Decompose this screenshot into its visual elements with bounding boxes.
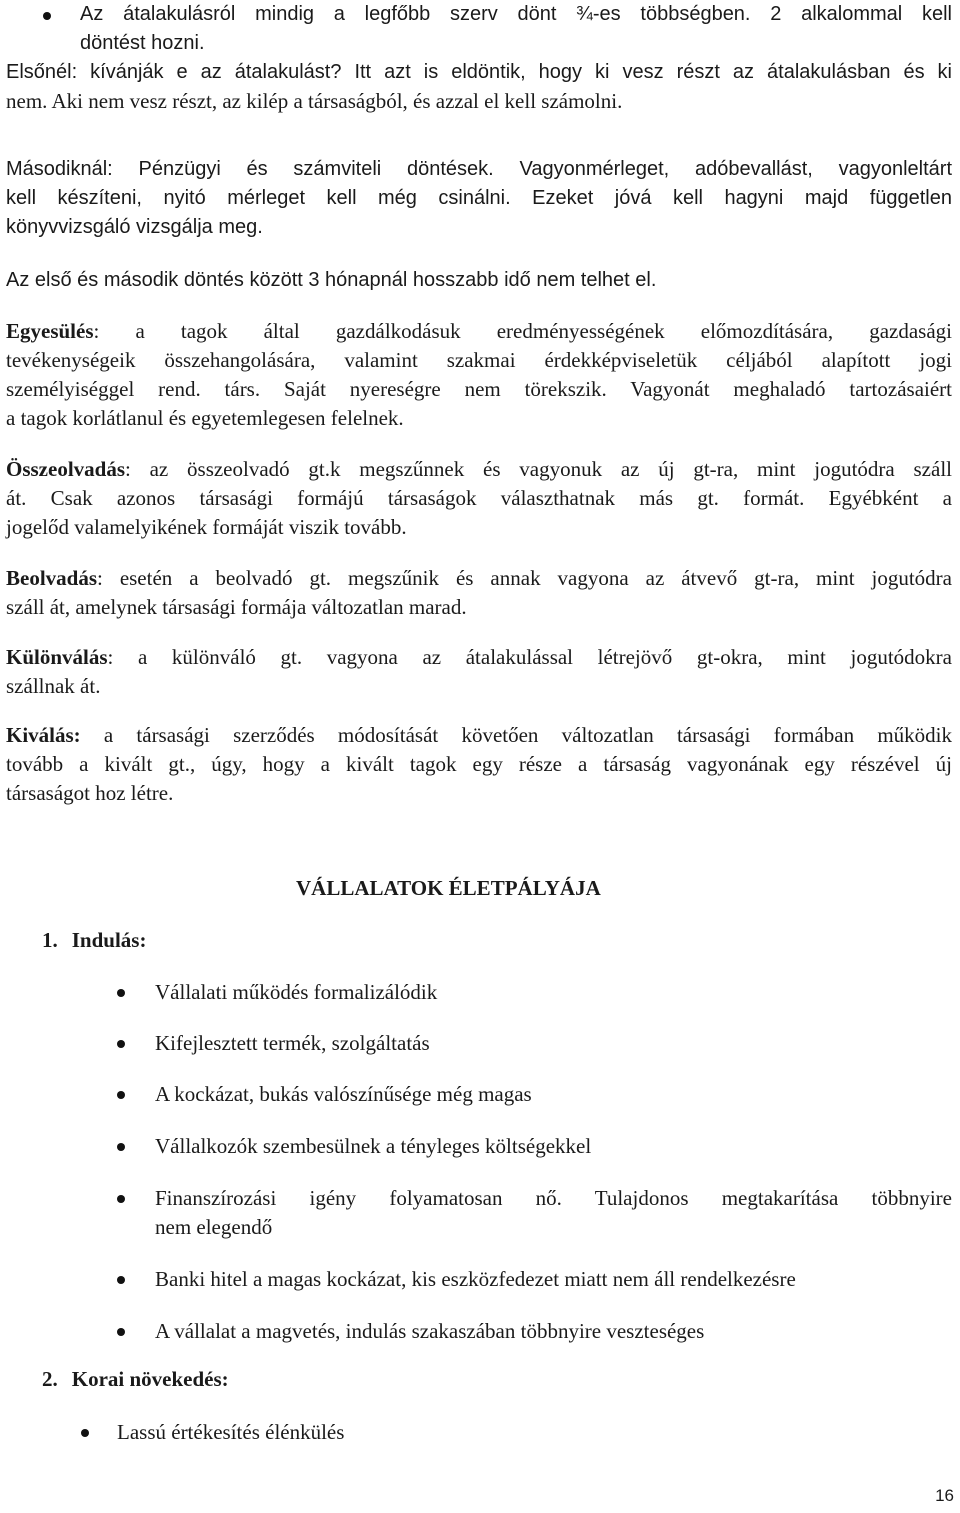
list-item: Lassú értékesítés élénkülés [117, 1420, 345, 1444]
term-label: Különválás [6, 645, 108, 669]
bullet-icon [117, 1195, 125, 1203]
term-label: Egyesülés [6, 319, 94, 343]
bullet-icon [117, 1091, 125, 1099]
term-label: Összeolvadás [6, 457, 126, 481]
list-item: Banki hitel a magas kockázat, kis eszközfedezet miatt nem áll rendelkezésre [155, 1267, 796, 1291]
definition-text: a társasági szerződés módosítását követően változatlan társasági formában működik [80, 723, 952, 747]
term-label: Kiválás: [6, 723, 81, 747]
paragraph-line: tevékenységeik összehangolására, valamint szakmai érdekképviseletük céljából alapított jogi [6, 348, 952, 372]
list-item: Kifejlesztett termék, szolgáltatás [155, 1031, 430, 1055]
paragraph-line: szállnak át. [6, 674, 101, 698]
list-item: Vállalkozók szembesülnek a tényleges költségekkel [155, 1134, 592, 1158]
paragraph-line: személyiséggel rend. társ. Saját nyereségre nem törekszik. Vagyonát meghaladó tartozásaiért [6, 377, 952, 401]
paragraph-line: Elsőnél: kívánják e az átalakulást? Itt azt is eldöntik, hogy ki vesz részt az átalakulásban és ki [6, 61, 952, 83]
bullet-icon [81, 1429, 89, 1437]
definition-text: : a különváló gt. vagyona az átalakulással létrejövő gt-okra, mint jogutódokra [107, 645, 952, 669]
paragraph-line: jogelőd valamelyikének formáját viszik tovább. [6, 515, 407, 539]
definition-text: : az összeolvadó gt.k megszűnnek és vagyonuk az új gt-ra, mint jogutódra száll [125, 457, 952, 481]
bullet-icon [117, 989, 125, 997]
bullet-icon [117, 1276, 125, 1284]
stage-title: Indulás: [71, 928, 147, 952]
bullet-icon [117, 1328, 125, 1336]
page-number: 16 [935, 1486, 954, 1505]
definition-text: : esetén a beolvadó gt. megszűnik és annak vagyona az átvevő gt-ra, mint jogutódra [97, 566, 952, 590]
bullet-icon [117, 1143, 125, 1151]
paragraph-line: kell készíteni, nyitó mérleget kell még csinálni. Ezeket jóvá kell hagyni majd független [6, 187, 952, 209]
list-item: Vállalati működés formalizálódik [155, 980, 438, 1004]
paragraph-line: döntést hozni. [80, 32, 205, 54]
paragraph-line: száll át, amelynek társasági formája változatlan marad. [6, 595, 467, 619]
stage-heading [42, 928, 146, 953]
bullet-icon [117, 1040, 125, 1048]
stage-title: Korai növekedés: [71, 1367, 229, 1391]
paragraph-line: Az átalakulásról mindig a legfőbb szerv dönt ¾-es többségben. 2 alkalommal kell [80, 3, 952, 25]
definition-egyesules [6, 317, 952, 346]
bullet-icon [43, 12, 51, 20]
stage-number: 2. [42, 1367, 58, 1391]
list-item: A vállalat a magvetés, indulás szakaszában többnyire veszteséges [155, 1319, 705, 1343]
definition-kivalas [6, 721, 952, 750]
paragraph-line: nem. Aki nem vesz részt, az kilép a társaságból, és azzal el kell számolni. [6, 89, 623, 113]
paragraph-line: a tagok korlátlanul és egyetemlegesen felelnek. [6, 406, 404, 430]
list-item: A kockázat, bukás valószínűsége még magas [155, 1082, 532, 1106]
definition-kulonvalas [6, 643, 952, 672]
definition-text: : a tagok által gazdálkodásuk eredményességének előmozdítására, gazdasági [93, 319, 952, 343]
definition-osszeolvadas [6, 455, 952, 484]
section-title: VÁLLALATOK ÉLETPÁLYÁJA [296, 876, 601, 900]
term-label: Beolvadás [6, 566, 98, 590]
stage-heading [42, 1367, 229, 1392]
paragraph-line: könyvvizsgáló vizsgálja meg. [6, 216, 263, 238]
definition-beolvadas [6, 564, 952, 593]
paragraph-line: Az első és második döntés között 3 hónapnál hosszabb idő nem telhet el. [6, 269, 657, 291]
paragraph-line: tovább a kivált gt., úgy, hogy a kivált tagok egy része a társaság vagyonának egy részével új [6, 752, 952, 776]
list-item-continuation: nem elegendő [155, 1215, 273, 1239]
stage-number: 1. [42, 928, 58, 952]
paragraph-line: társaságot hoz létre. [6, 781, 174, 805]
paragraph-line: Másodiknál: Pénzügyi és számviteli döntések. Vagyonmérleget, adóbevallást, vagyonleltárt [6, 158, 952, 180]
list-item: Finanszírozási igény folyamatosan nő. Tulajdonos megtakarítása többnyire [155, 1186, 952, 1210]
paragraph-line: át. Csak azonos társasági formájú társaságok választhatnak más gt. formát. Egyébként a [6, 486, 952, 510]
